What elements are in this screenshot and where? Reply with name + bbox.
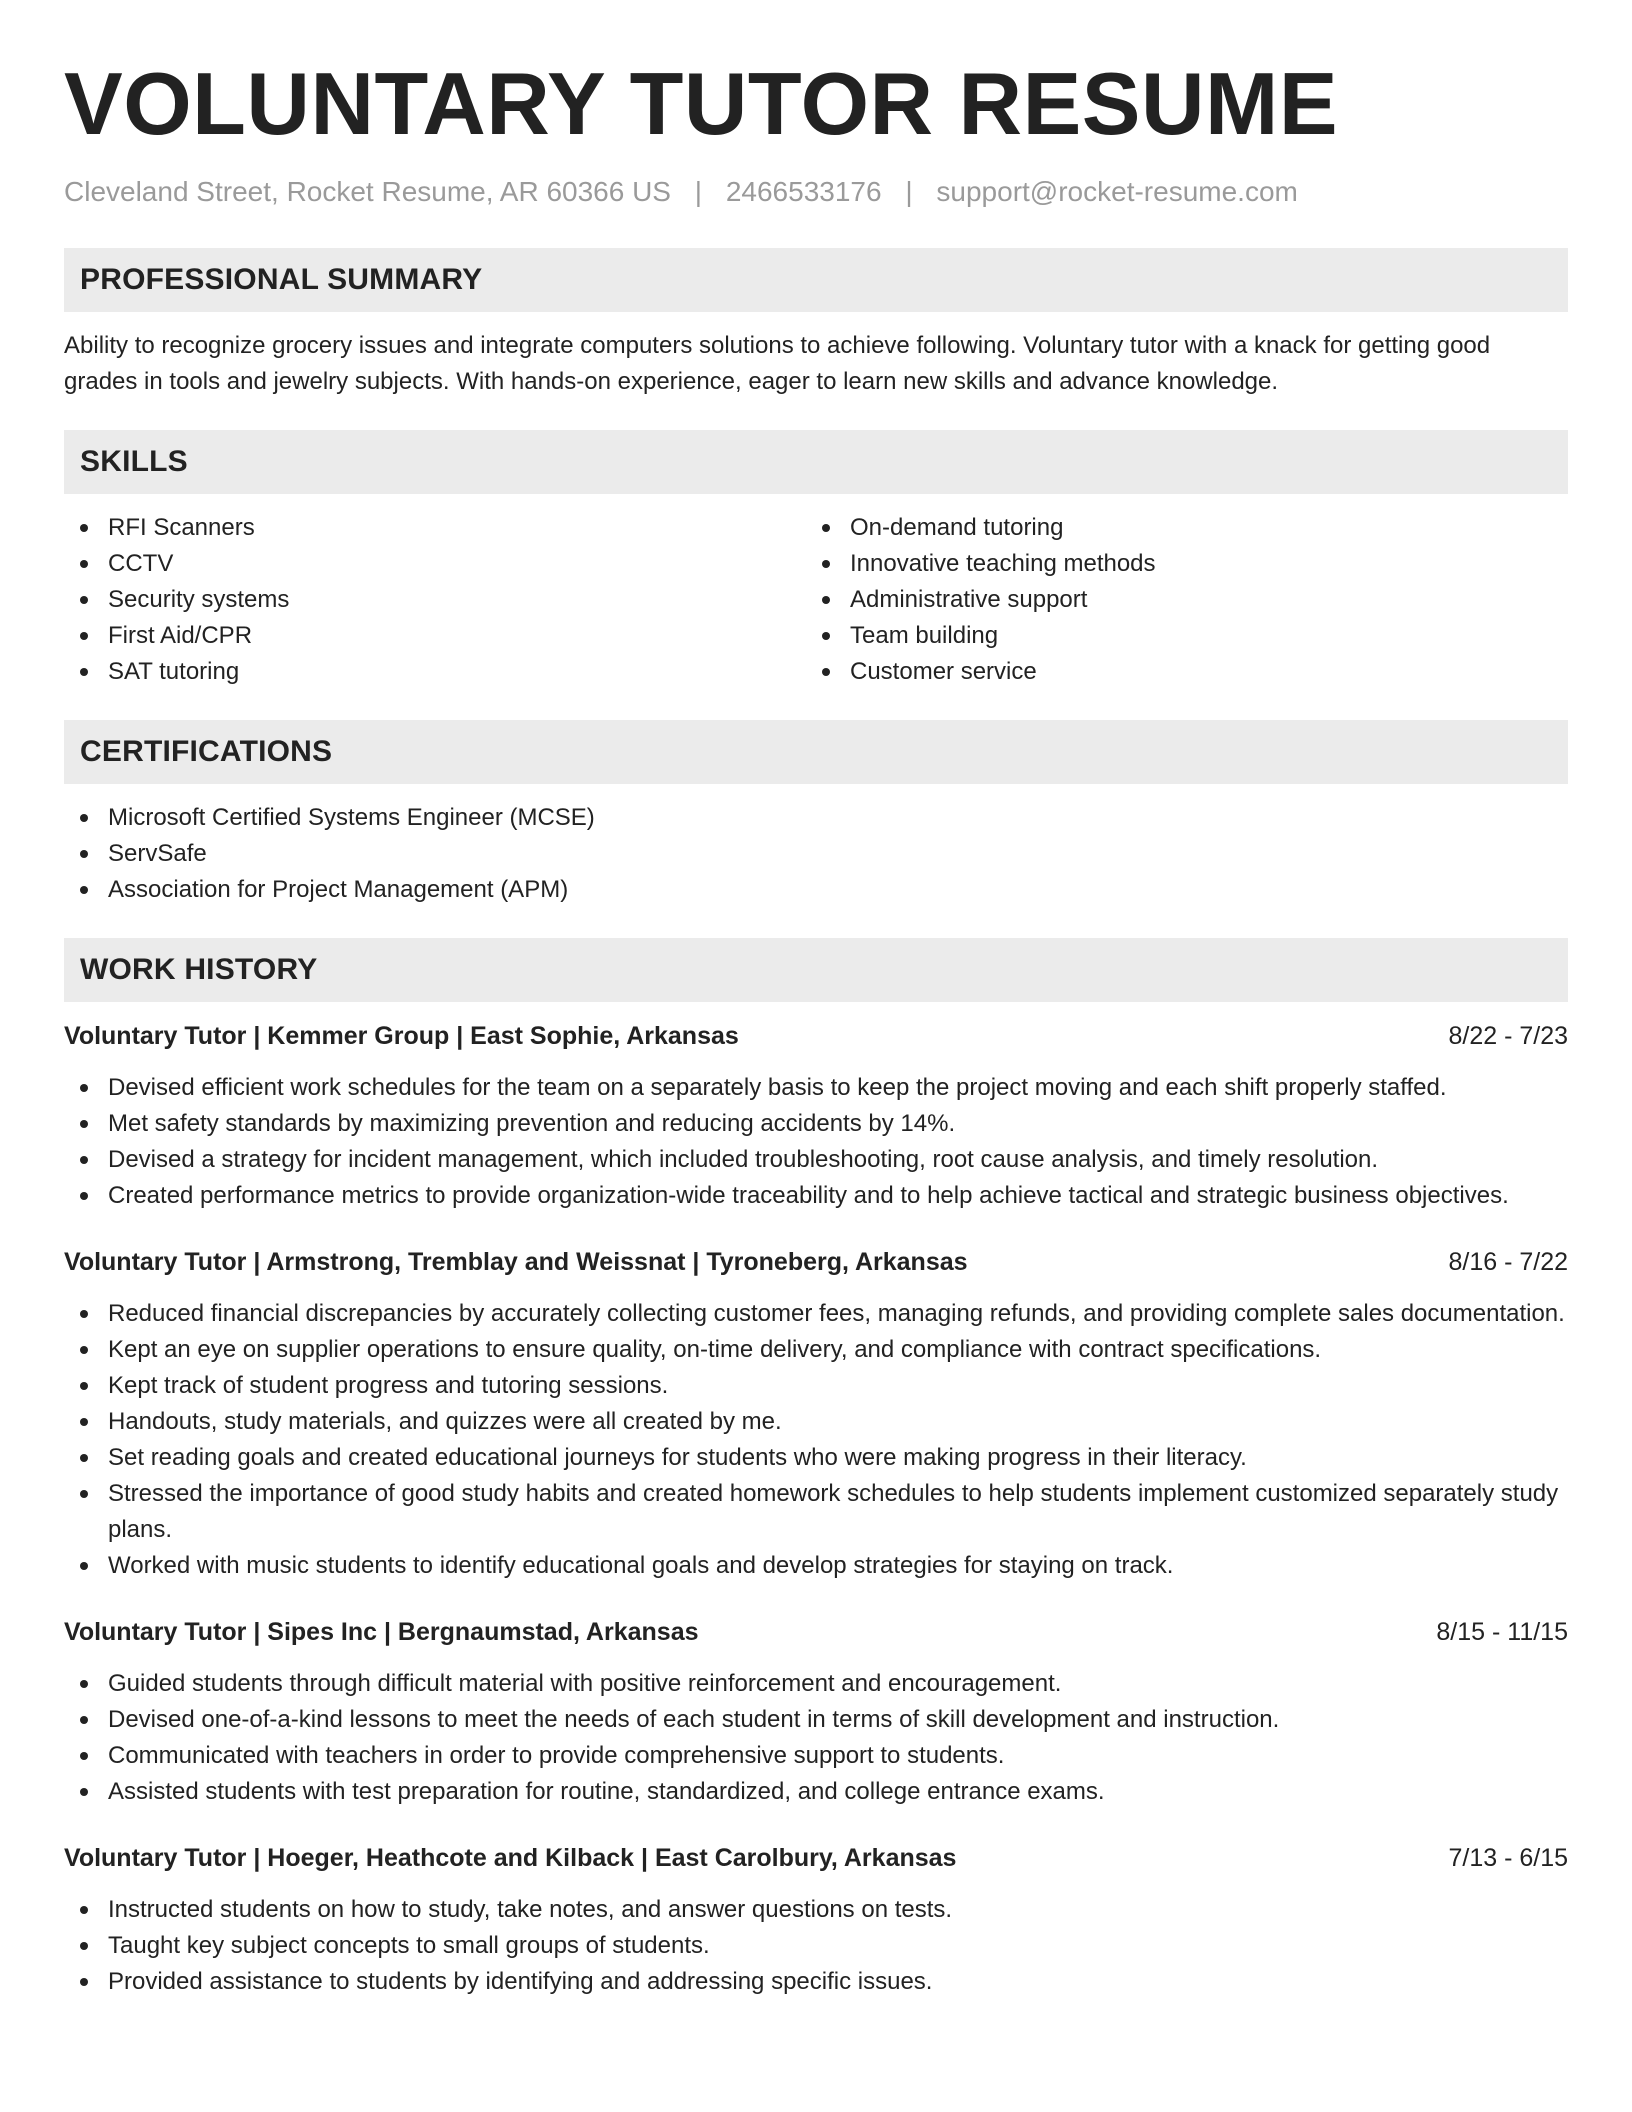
bullet-icon [822,668,830,676]
job-entry [64,1840,1568,2000]
bullet-icon [80,524,88,532]
bullet-icon [80,1454,88,1462]
job-bullet [64,1296,1568,1332]
job-title: Voluntary Tutor | Kemmer Group | East Sophie, Arkansas [64,1022,739,1050]
job-bullet [64,1332,1568,1368]
skill-label: Innovative teaching methods [850,550,1156,577]
job-bullet-text: Met safety standards by maximizing prevention and reducing accidents by 14%. [108,1110,956,1137]
job-bullet-text: Guided students through difficult material with positive reinforcement and encouragement. [108,1670,1062,1697]
bullet-icon [80,1310,88,1318]
bullet-icon [80,1120,88,1128]
job-bullet [64,1928,1568,1964]
job-bullet [64,1070,1568,1106]
job-dates: 7/13 - 6/15 [1448,1844,1568,1872]
skills-list-right [806,510,1548,690]
skill-label: First Aid/CPR [108,622,253,649]
bullet-icon [80,850,88,858]
bullet-icon [822,632,830,640]
job-bullet-list [64,1070,1568,1214]
bullet-icon [80,1346,88,1354]
certification-item [64,800,1568,836]
bullet-icon [80,1156,88,1164]
bullet-icon [80,1418,88,1426]
skill-item [806,546,1548,582]
job-bullet-text: Communicated with teachers in order to provide comprehensive support to students. [108,1742,1005,1769]
bullet-icon [80,814,88,822]
address: Cleveland Street, Rocket Resume, AR 60366 US [64,176,671,207]
bullet-icon [80,632,88,640]
job-header [64,1018,1568,1054]
bullet-icon [80,1978,88,1986]
skill-item [64,582,806,618]
skill-label: CCTV [108,550,174,577]
job-bullet [64,1774,1568,1810]
bullet-icon [80,1752,88,1760]
job-bullet [64,1548,1568,1584]
certification-label: Microsoft Certified Systems Engineer (MCSE) [108,804,595,831]
job-bullet-text: Devised a strategy for incident management, which included troubleshooting, root cause analysis, and timely resolution. [108,1146,1379,1173]
bullet-icon [822,524,830,532]
skill-label: On-demand tutoring [850,514,1064,541]
skill-item [806,582,1548,618]
job-bullet [64,1142,1568,1178]
job-header [64,1840,1568,1876]
job-bullet-text: Reduced financial discrepancies by accurately collecting customer fees, managing refunds, and providing complete sales documentation. [108,1300,1565,1327]
skill-item [806,510,1548,546]
skill-item [64,546,806,582]
skill-item [64,654,806,690]
contact-separator: | [905,176,913,207]
section-header-certifications: CERTIFICATIONS [64,720,1568,784]
job-bullet [64,1106,1568,1142]
certification-label: ServSafe [108,840,207,867]
job-dates: 8/22 - 7/23 [1448,1022,1568,1050]
bullet-icon [80,668,88,676]
bullet-icon [80,1680,88,1688]
job-bullet [64,1892,1568,1928]
bullet-icon [80,1192,88,1200]
contact-line [64,174,1568,210]
skill-label: Security systems [108,586,290,613]
job-bullet-text: Instructed students on how to study, take notes, and answer questions on tests. [108,1896,953,1923]
bullet-icon [822,596,830,604]
job-bullet-text: Taught key subject concepts to small groups of students. [108,1932,710,1959]
job-bullet-text: Stressed the importance of good study habits and created homework schedules to help students implement customized separately study plans. [108,1480,1559,1543]
bullet-icon [80,1084,88,1092]
job-bullet [64,1702,1568,1738]
job-header [64,1614,1568,1650]
bullet-icon [80,1788,88,1796]
job-bullet-text: Devised one-of-a-kind lessons to meet the needs of each student in terms of skill development and instruction. [108,1706,1280,1733]
resume-title: VOLUNTARY TUTOR RESUME [64,54,1339,153]
skill-item [64,510,806,546]
job-bullet-text: Worked with music students to identify educational goals and develop strategies for staying on track. [108,1552,1174,1579]
skills-list-left [64,510,806,690]
job-bullet [64,1964,1568,2000]
certification-label: Association for Project Management (APM) [108,876,569,903]
job-bullet-list [64,1666,1568,1810]
skill-item [64,618,806,654]
job-bullet-text: Kept an eye on supplier operations to ensure quality, on-time delivery, and compliance with contract specifications. [108,1336,1322,1363]
bullet-icon [80,1906,88,1914]
job-bullet-text: Provided assistance to students by identifying and addressing specific issues. [108,1968,933,1995]
job-bullet-text: Handouts, study materials, and quizzes were all created by me. [108,1408,782,1435]
section-header-skills: SKILLS [64,430,1568,494]
job-bullet-text: Created performance metrics to provide organization-wide traceability and to help achieve tactical and strategic business objectives. [108,1182,1509,1209]
job-bullet-list [64,1892,1568,2000]
job-bullet [64,1404,1568,1440]
skill-item [806,618,1548,654]
bullet-icon [80,1942,88,1950]
job-dates: 8/15 - 11/15 [1436,1618,1568,1646]
certification-item [64,872,1568,908]
skill-item [806,654,1548,690]
job-bullet [64,1666,1568,1702]
job-entry [64,1018,1568,1214]
job-bullet-text: Devised efficient work schedules for the team on a separately basis to keep the project moving and each shift properly staffed. [108,1074,1447,1101]
job-bullet [64,1738,1568,1774]
skill-label: Customer service [850,658,1037,685]
section-header-work-history: WORK HISTORY [64,938,1568,1002]
job-entry [64,1244,1568,1584]
job-bullet [64,1440,1568,1476]
bullet-icon [80,886,88,894]
job-bullet [64,1178,1568,1214]
job-bullet-list [64,1296,1568,1584]
certification-item [64,836,1568,872]
summary-text: Ability to recognize grocery issues and integrate computers solutions to achieve following. Voluntary tutor with a knack for getting good grades in tools and jewelry subjects. With hands-on experience, eager to learn new skills and advance knowledge. [64,332,1491,395]
skill-label: Team building [850,622,999,649]
skills-grid [64,510,1568,690]
job-dates: 8/16 - 7/22 [1448,1248,1568,1276]
section-header-summary: PROFESSIONAL SUMMARY [64,248,1568,312]
job-header [64,1244,1568,1280]
phone: 2466533176 [725,176,882,207]
bullet-icon [80,560,88,568]
bullet-icon [80,1562,88,1570]
contact-separator: | [694,176,703,207]
skill-label: Administrative support [850,586,1088,613]
certifications-list [64,800,1568,908]
job-title: Voluntary Tutor | Hoeger, Heathcote and Kilback | East Carolbury, Arkansas [64,1844,957,1872]
job-bullet [64,1368,1568,1404]
job-bullet-text: Set reading goals and created educational journeys for students who were making progress in their literacy. [108,1444,1247,1471]
job-bullet [64,1476,1568,1548]
bullet-icon [80,596,88,604]
bullet-icon [80,1382,88,1390]
skill-label: RFI Scanners [108,514,255,541]
skill-label: SAT tutoring [108,658,240,685]
job-entry [64,1614,1568,1810]
job-title: Voluntary Tutor | Sipes Inc | Bergnaumstad, Arkansas [64,1618,699,1646]
bullet-icon [80,1716,88,1724]
bullet-icon [80,1490,88,1498]
email: support@rocket-resume.com [936,176,1298,207]
bullet-icon [822,560,830,568]
job-bullet-text: Kept track of student progress and tutoring sessions. [108,1372,669,1399]
job-title: Voluntary Tutor | Armstrong, Tremblay and Weissnat | Tyroneberg, Arkansas [64,1248,968,1276]
job-bullet-text: Assisted students with test preparation for routine, standardized, and college entrance exams. [108,1778,1105,1805]
